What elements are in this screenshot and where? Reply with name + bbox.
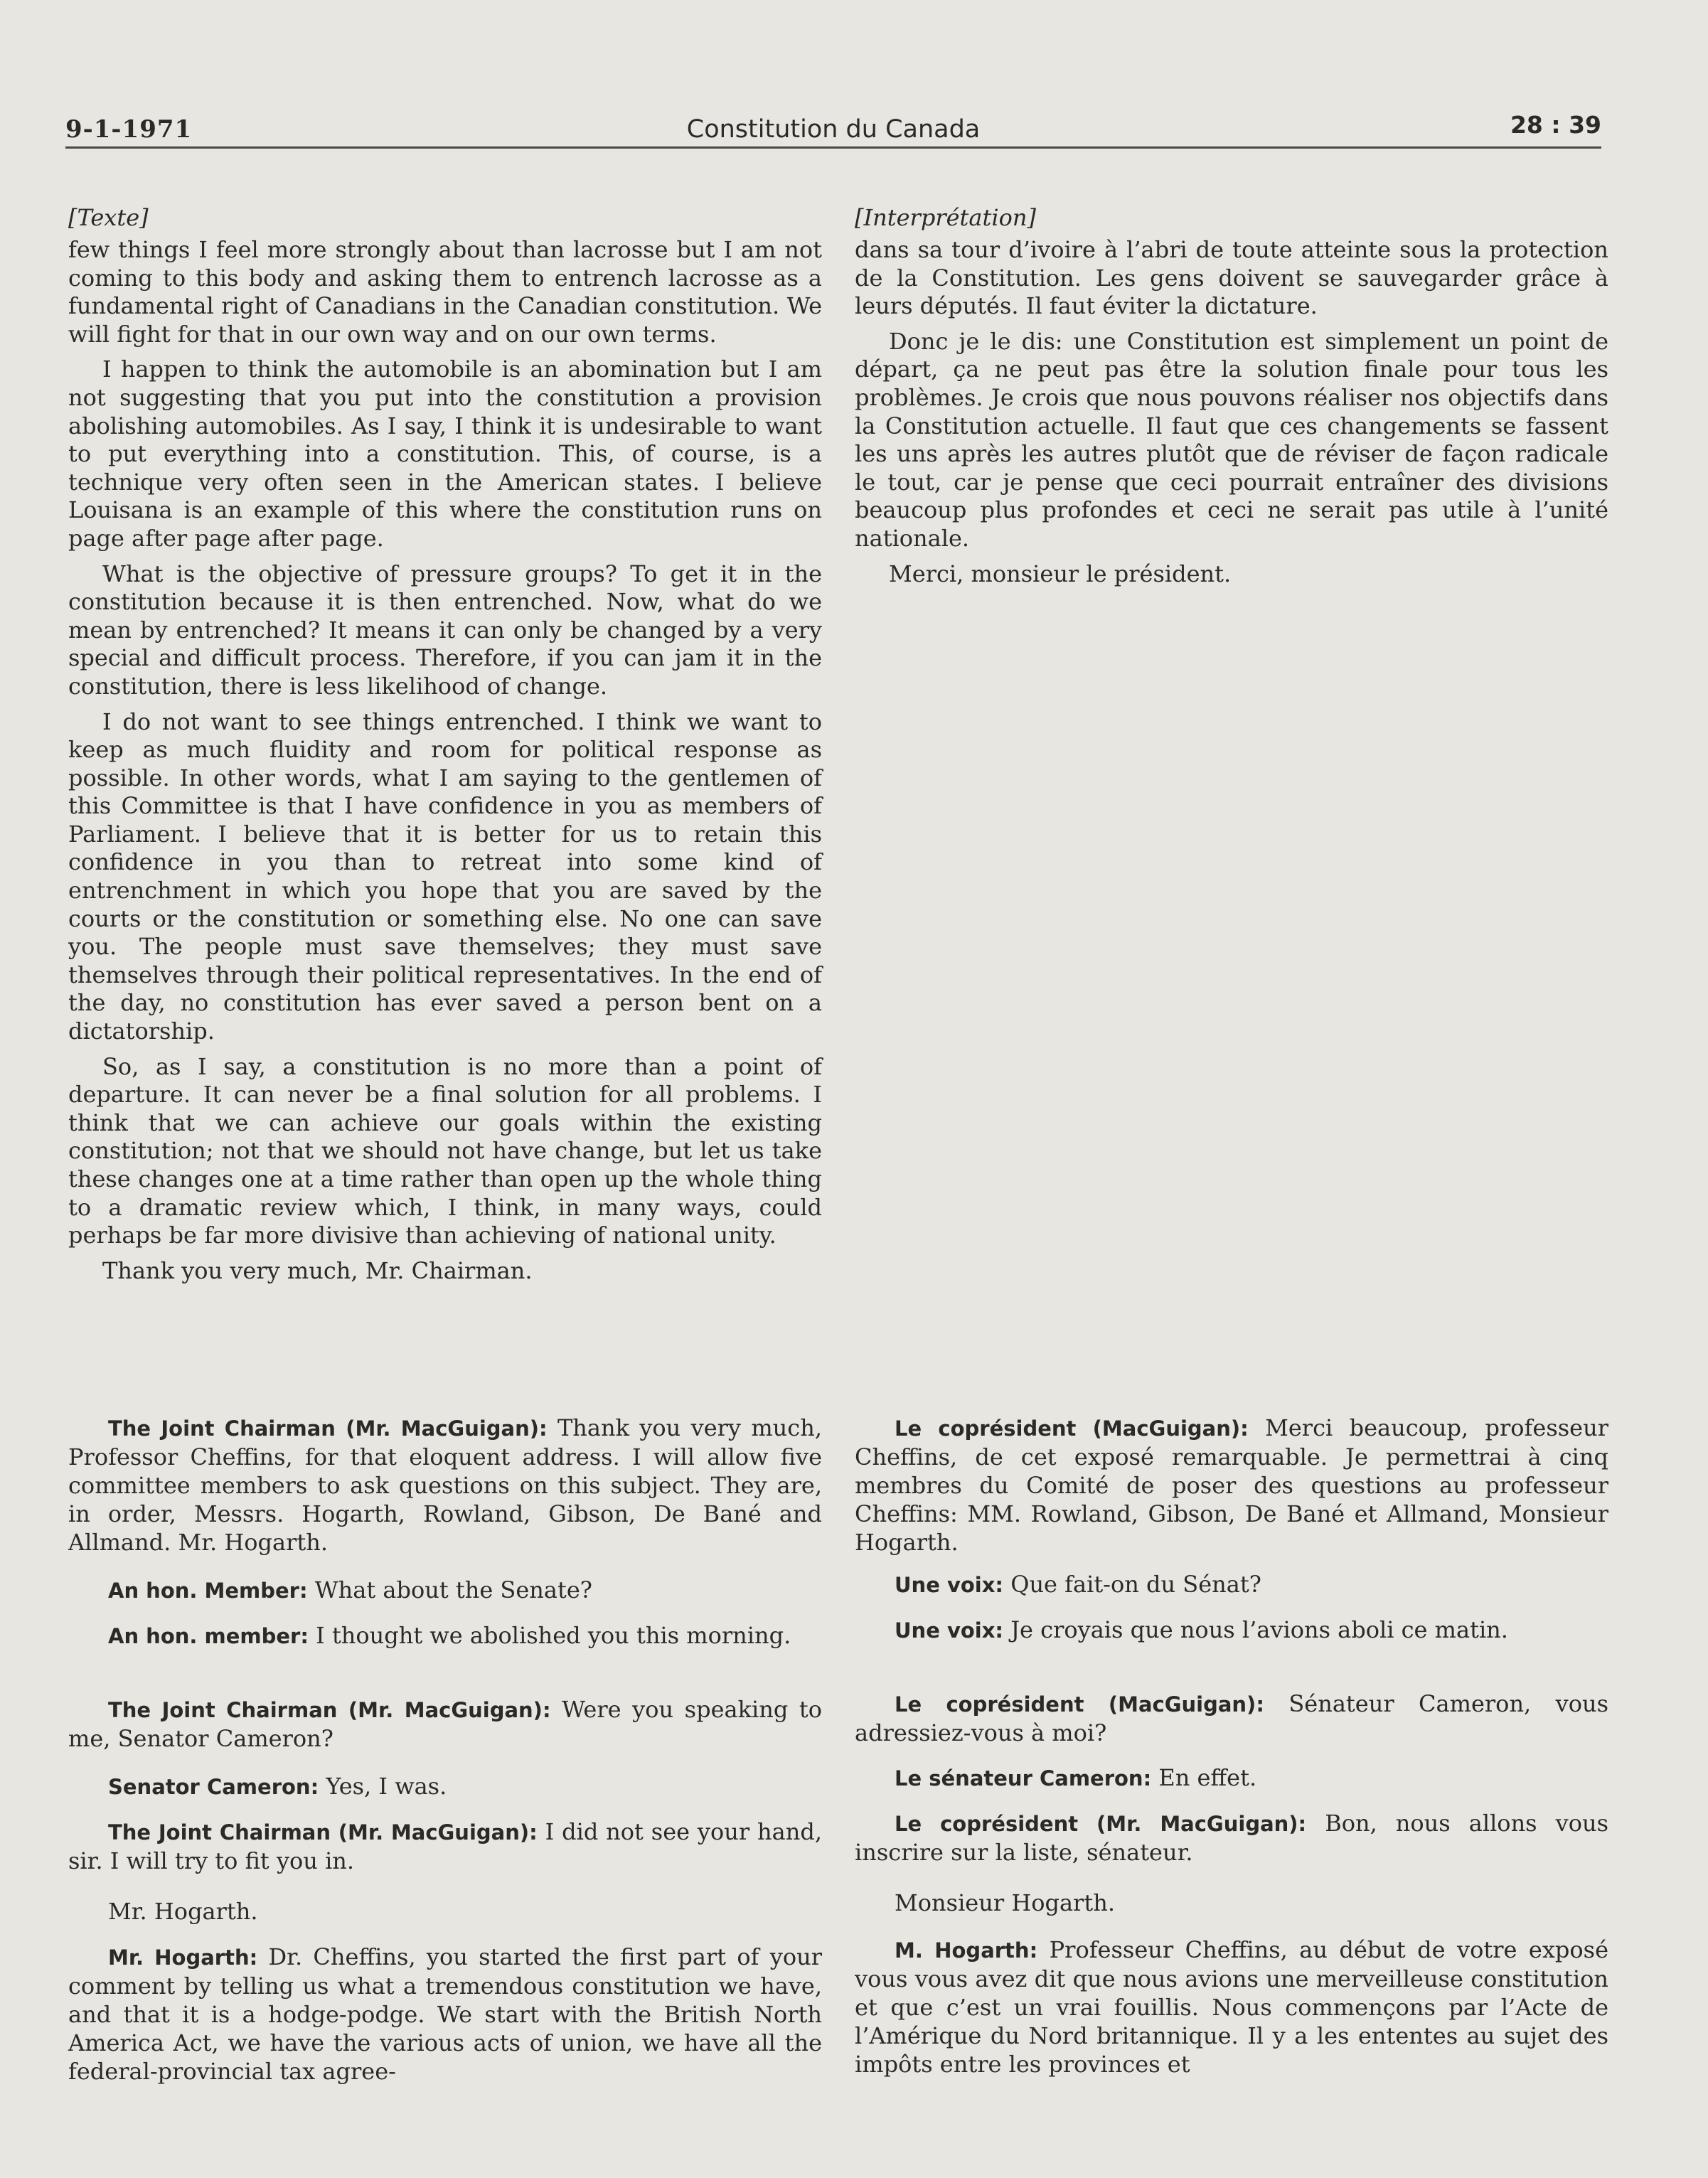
text-label: [Texte] [68,204,149,231]
speaker-entry [68,1817,822,1875]
speaker-entry [68,1772,822,1801]
speech-text: Merci beaucoup, professeur Cheffins, de cet exposé remarquable. Je permettrai à cinq membres du Comité de poser des questions au professeur Cheffins: MM. Rowland, Gibson, De Bané et Allmand, Monsieur Hogarth. [855,1414,1609,1556]
speech-text: Je croyais que nous l’avions aboli ce matin. [1010,1616,1508,1643]
speaker-entry [68,1576,822,1605]
french-body [855,236,1608,588]
english-column [68,203,822,1285]
speaker-entry [68,1897,822,1926]
speech-text: Thank you very much, Professor Cheffins, for that eloquent address. I will allow five committee members to ask questions on this subject. They are, in order, Messrs. Hogarth, Rowland, Gibson, De Bané and Allmand. Mr. Hogarth. [68,1414,822,1556]
speech-text: Yes, I was. [326,1773,447,1800]
speaker-name: The Joint Chairman (Mr. MacGuigan): [108,1698,551,1722]
speaker-name: The Joint Chairman (Mr. MacGuigan): [108,1416,548,1441]
speaker-entry [68,1414,822,1557]
speaker-entry [855,1936,1608,2078]
interpretation-label: [Interprétation] [855,204,1036,231]
speaker-name: Le sénateur Cameron: [895,1766,1152,1790]
speaker-entry [855,1616,1608,1645]
speech-text: Bon, nous allons vous inscrire sur la liste, sénateur. [855,1810,1609,1866]
speaker-name: Senator Cameron: [108,1775,319,1799]
paragraph: Donc je le dis: une Constitution est simplement un point de départ, ça ne peut pas être la solution finale pour tous les problèmes. Je crois que nous pouvons réaliser nos objectifs dans la Constitution actuelle. Il faut que ces changements se fassent les uns après les autres plutôt que de réviser de façon radicale le tout, car je pense que ceci pourrait entraîner des divisions beaucoup plus profondes et ceci ne serait pas utile à l’unité nationale. [855,327,1608,552]
paragraph: Merci, monsieur le président. [889,560,1232,587]
speaker-name: Le coprésident (MacGuigan): [895,1416,1249,1441]
paragraph: What is the objective of pressure groups? To get it in the constitution because it is then entrenched. Now, what do we mean by entrenched? It means it can only be changed by a very special and difficult process. Therefore, if you can jam it in the constitution, there is less likelihood of change. [68,560,822,700]
french-column [855,203,1608,588]
speaker-entry [855,1763,1608,1793]
header-page-number: 28 : 39 [1510,111,1601,139]
paragraph: I do not want to see things entrenched. I think we want to keep as much fluidity and room for political response as possible. In other words, what I am saying to the gentlemen of this Committee is that I have confidence in you as members of Parliament. I believe that it is better for us to retain this confidence in you than to retreat into some kind of entrenchment in which you hope that you are saved by the courts or the constitution or something else. No one can save you. The people must save themselves; they must save themselves through their political representatives. In the end of the day, no constitution has ever saved a person bent on a dictatorship. [68,708,822,1045]
header-date: 9-1-1971 [65,115,193,144]
speaker-entry [68,1695,822,1753]
speaker-entry [855,1570,1608,1599]
paragraph: So, as I say, a constitution is no more than a point of departure. It can never be a final solution for all problems. I think that we can achieve our goals within the existing constitution; not that we should not have change, but let us take these changes one at a time rather than open up the whole thing to a dramatic review which, I think, in many ways, could perhaps be far more divisive than achieving of national unity. [68,1052,822,1249]
header-rule [65,146,1601,149]
speech-text: Dr. Cheffins, you started the first part of your comment by telling us what a tremendous constitution we have, and that it is a hodge-podge. We start with the British North America Act, we have the various acts of union, we have all the federal-provincial tax agree- [68,1943,823,2085]
paragraph: few things I feel more strongly about than lacrosse but I am not coming to this body and asking them to entrench lacrosse as a fundamental right of Canadians in the Canadian constitution. We will fight for that in our own way and on our own terms. [68,236,822,348]
speech-text: Que fait-on du Sénat? [1010,1571,1261,1598]
header-title: Constitution du Canada [686,115,981,144]
speaker-name: The Joint Chairman (Mr. MacGuigan): [108,1820,538,1845]
speaker-entry [68,1621,822,1650]
speaker-entry [855,1689,1608,1747]
speech-text: I thought we abolished you this morning. [316,1622,791,1649]
speech-text: En effet. [1158,1764,1257,1791]
speech-text: Monsieur Hogarth. [895,1889,1115,1916]
speaker-name: Le coprésident (MacGuigan): [895,1692,1264,1717]
speech-text: Were you speaking to me, Senator Cameron? [68,1696,823,1752]
running-header [65,105,1601,148]
paragraph: I happen to think the automobile is an abomination but I am not suggesting that you put into the constitution a provision abolishing automobiles. As I say, I think it is undesirable to want to put everything into a constitution. This, of course, is a technique very often seen in the American states. I believe Louisana is an example of this where the constitution runs on page after page after page. [68,356,822,552]
speaker-name: An hon. Member: [108,1579,308,1603]
speech-text: Sénateur Cameron, vous adressiez-vous à moi? [855,1690,1609,1746]
speaker-entry [68,1943,822,2086]
speaker-name: Le coprésident (Mr. MacGuigan): [895,1812,1307,1836]
english-body [68,236,822,1285]
speech-text: Professeur Cheffins, au début de votre exposé vous vous avez dit que nous avions une merveilleuse constitution et que c’est un vrai fouillis. Nous commençons par l’Acte de l’Amérique du Nord britannique. Il y a les ententes au sujet des impôts entre les provinces et [855,1936,1609,2078]
speaker-name: Mr. Hogarth: [108,1945,258,1970]
speaker-entry [855,1414,1608,1557]
speech-text: Mr. Hogarth. [108,1898,258,1925]
paragraph: dans sa tour d’ivoire à l’abri de toute atteinte sous la protection de la Constitution. Les gens doivent se sauvegarder grâce à leurs députés. Il faut éviter la dictature. [855,236,1608,320]
speaker-entry [855,1889,1608,1917]
paragraph: Thank you very much, Mr. Chairman. [102,1256,533,1284]
speaker-name: Une voix: [895,1618,1004,1643]
speech-text: What about the Senate? [314,1576,592,1603]
speaker-name: Une voix: [895,1573,1004,1597]
speaker-name: M. Hogarth: [895,1938,1038,1963]
speaker-entry [855,1809,1608,1867]
speech-text: I did not see your hand, sir. I will try to fit you in. [68,1818,823,1874]
speaker-name: An hon. member: [108,1624,309,1648]
